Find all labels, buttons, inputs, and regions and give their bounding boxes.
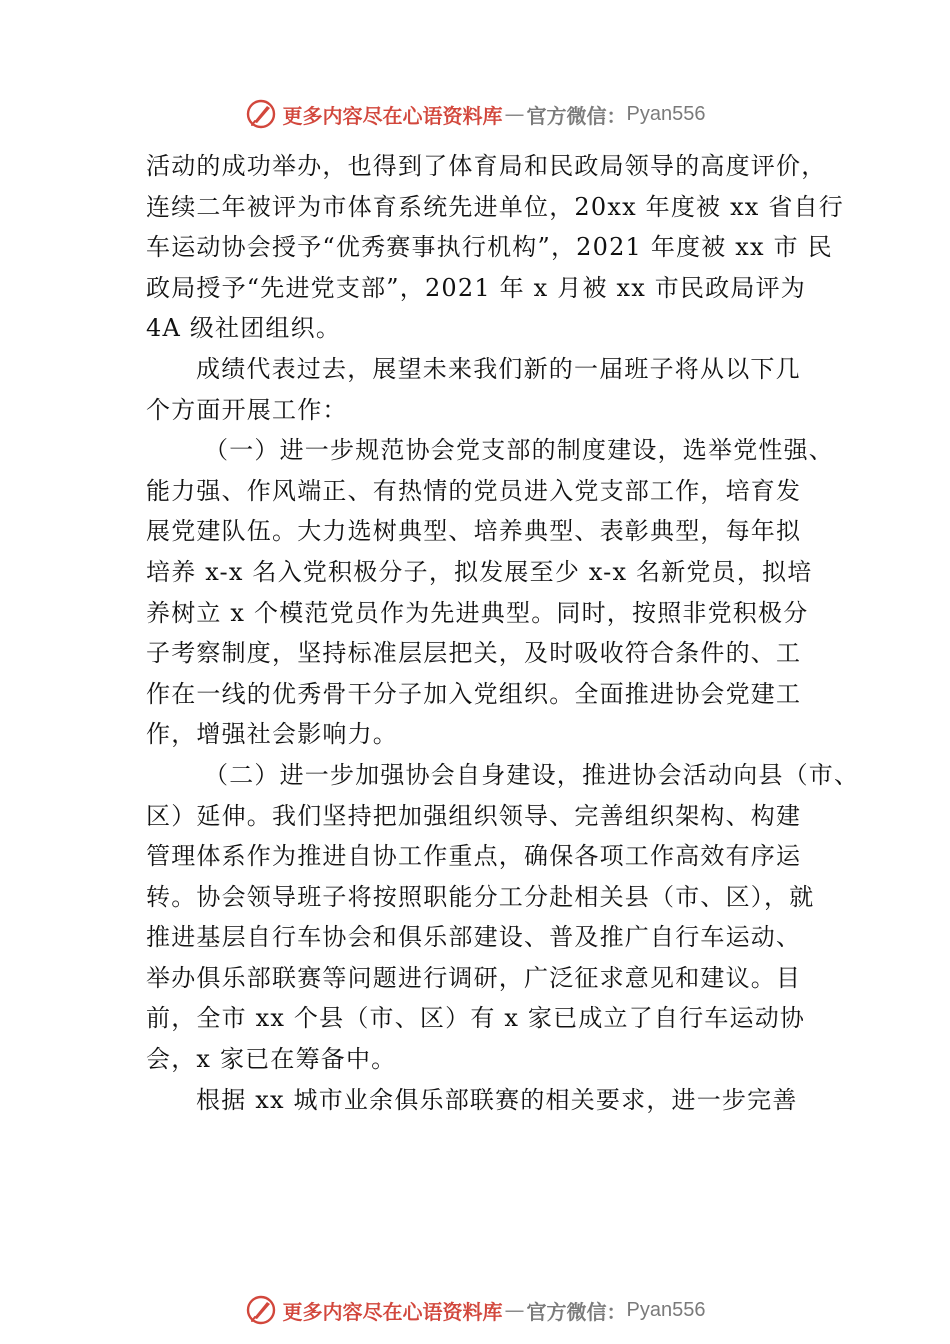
body-line: 管理体系作为推进自协工作重点，确保各项工作高效有序运	[146, 842, 802, 871]
footer-watermark	[0, 1290, 950, 1330]
body-line: 会，x 家已在筹备中。	[146, 1045, 397, 1074]
body-line: （二）进一步加强协会自身建设，推进协会活动向县（市、	[204, 760, 860, 789]
body-line: 4A 级社团组织。	[146, 314, 342, 343]
body-line: 成绩代表过去，展望未来我们新的一届班子将从以下几	[196, 354, 801, 383]
document-body	[146, 146, 860, 1120]
body-line: 转。协会领导班子将按照职能分工分赴相关县（市、区），就	[146, 882, 815, 911]
watermark-gray-text: 官方微信：	[526, 1299, 627, 1324]
header-watermark	[0, 94, 950, 134]
body-line: 养树立 x 个模范党员作为先进典型。同时，按照非党积极分	[146, 598, 809, 627]
feather-pen-logo-icon	[245, 1294, 277, 1326]
body-line: 根据 xx 城市业余俱乐部联赛的相关要求，进一步完善	[196, 1085, 798, 1114]
body-line: 培养 x-x 名入党积极分子，拟发展至少 x-x 名新党员，拟培	[146, 557, 813, 586]
body-line: 个方面开展工作：	[146, 395, 348, 424]
body-line: 政局授予“先进党支部”，2021 年 x 月被 xx 市民政局评为	[146, 273, 806, 302]
body-line: 子考察制度，坚持标准层层把关，及时吸收符合条件的、工	[146, 639, 802, 668]
body-line: 区）延伸。我们坚持把加强组织领导、完善组织架构、构建	[146, 801, 802, 830]
body-line: 活动的成功举办，也得到了体育局和民政局领导的高度评价，	[146, 152, 827, 180]
feather-pen-logo-icon	[245, 98, 277, 130]
watermark-dash: —	[504, 102, 525, 126]
watermark-dash: —	[504, 1298, 525, 1322]
body-line: 举办俱乐部联赛等问题进行调研，广泛征求意见和建议。目	[146, 963, 802, 992]
body-line: 作，增强社会影响力。	[146, 720, 398, 749]
body-line: 推进基层自行车协会和俱乐部建设、普及推广自行车运动、	[146, 923, 802, 952]
body-line: 连续二年被评为市体育系统先进单位，20xx 年度被 xx 省自行	[146, 192, 844, 221]
body-line: 作在一线的优秀骨干分子加入党组织。全面推进协会党建工	[146, 679, 802, 708]
watermark-wechat-id: Pyan556	[626, 102, 706, 125]
body-line: （一）进一步规范协会党支部的制度建设，选举党性强、	[204, 436, 834, 465]
body-line: 能力强、作风端正、有热情的党员进入党支部工作，培育发	[146, 476, 802, 505]
body-line: 展党建队伍。大力选树典型、培养典型、表彰典型，每年拟	[146, 517, 802, 546]
body-line: 车运动协会授予“优秀赛事执行机构”，2021 年度被 xx 市 民	[146, 233, 833, 262]
watermark-wechat-id: Pyan556	[626, 1298, 706, 1321]
body-line: 前，全市 xx 个县（市、区）有 x 家已成立了自行车运动协	[146, 1004, 806, 1033]
watermark-red-text: 更多内容尽在心语资料库	[282, 103, 503, 128]
watermark-red-text: 更多内容尽在心语资料库	[282, 1299, 503, 1324]
watermark-gray-text: 官方微信：	[526, 103, 627, 128]
